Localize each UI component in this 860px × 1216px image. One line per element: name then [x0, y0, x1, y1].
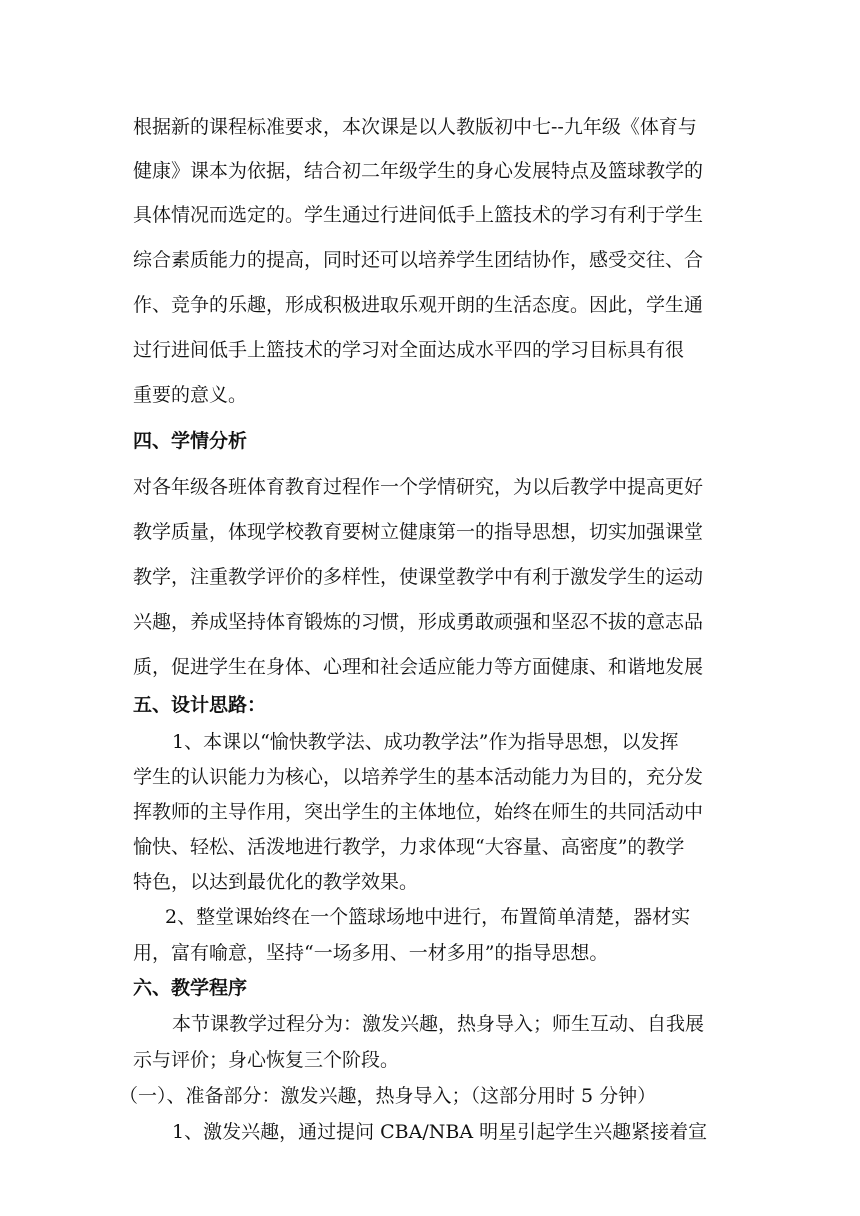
paragraph-line: 本节课教学过程分为：激发兴趣，热身导入；师生互动、自我展: [172, 1013, 705, 1035]
paragraph-line: 重要的意义。: [133, 384, 248, 406]
paragraph-line: 愉快、轻松、活泼地进行教学，力求体现“大容量、高密度”的教学: [133, 836, 685, 858]
paragraph-line: 质，促进学生在身体、心理和社会适应能力等方面健康、和谐地发展: [133, 656, 704, 678]
paragraph-line: 具体情况而选定的。学生通过行进间低手上篮技术的学习有利于学生: [133, 204, 704, 226]
paragraph-line: 教学，注重教学评价的多样性，使课堂教学中有利于激发学生的运动: [133, 566, 704, 588]
paragraph-line: 教学质量，体现学校教育要树立健康第一的指导思想，切实加强课堂: [133, 521, 704, 543]
paragraph-line: 特色，以达到最优化的教学效果。: [133, 871, 419, 893]
paragraph-line: 1、本课以“愉快教学法、成功教学法”作为指导思想，以发挥: [172, 731, 679, 753]
section-heading-teaching-procedure: 六、教学程序: [133, 977, 248, 999]
paragraph-line: 根据新的课程标准要求，本次课是以人教版初中七--九年级《体育与: [133, 116, 697, 138]
paragraph-line: 1、激发兴趣，通过提问 CBA/NBA 明星引起学生兴趣紧接着宣: [172, 1121, 708, 1143]
section-heading-design-ideas: 五、设计思路：: [133, 694, 267, 716]
paragraph-line: 用，富有喻意，坚持“一场多用、一材多用”的指导思想。: [133, 942, 609, 964]
paragraph-line: 综合素质能力的提高，同时还可以培养学生团结协作，感受交往、合: [133, 249, 704, 271]
paragraph-line: 示与评价；身心恢复三个阶段。: [133, 1049, 400, 1071]
paragraph-line: 作、竞争的乐趣，形成积极进取乐观开朗的生活态度。因此，学生通: [133, 294, 704, 316]
paragraph-line: 过行进间低手上篮技术的学习对全面达成水平四的学习目标具有很: [133, 339, 685, 361]
paragraph-line: 2、整堂课始终在一个篮球场地中进行，布置简单清楚，器材实: [165, 906, 691, 928]
paragraph-line: 挥教师的主导作用，突出学生的主体地位，始终在师生的共同活动中: [133, 801, 704, 823]
paragraph-line: 健康》课本为依据，结合初二年级学生的身心发展特点及篮球教学的: [133, 160, 704, 182]
paragraph-line: 学生的认识能力为核心，以培养学生的基本活动能力为目的，充分发: [133, 766, 704, 788]
paragraph-line: 兴趣，养成坚持体育锻炼的习惯，形成勇敢顽强和坚忍不拔的意志品: [133, 611, 704, 633]
paragraph-line: （一）、准备部分：激发兴趣，热身导入；（这部分用时 5 分钟）: [119, 1085, 657, 1107]
section-heading-learning-analysis: 四、学情分析: [133, 430, 248, 452]
paragraph-line: 对各年级各班体育教育过程作一个学情研究，为以后教学中提高更好: [133, 476, 704, 498]
